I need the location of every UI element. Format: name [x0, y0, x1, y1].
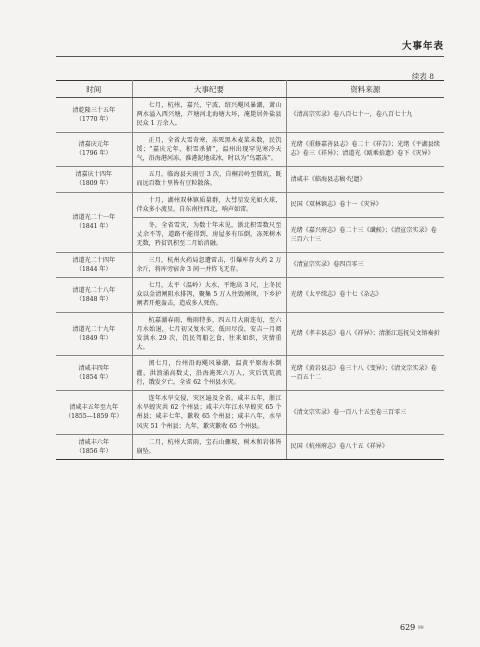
source-reference: 《清高宗实录》卷八百七十一，卷八百七十九 — [286, 98, 444, 133]
table-row — [56, 278, 444, 313]
reign-year: 清咸丰六年 — [78, 438, 109, 446]
reign-year: 清咸丰五年至九年 — [69, 404, 119, 412]
source-reference: 民国《双林镇志》卷十一《灾异》 — [286, 192, 444, 217]
source-reference: 光绪《重修嘉善县志》卷二十《祥告》；光绪《平湖县续志》卷三《祥异》；清道光《瓯乘拾遗》卷下《灾异》 — [286, 132, 444, 167]
col-header-time: 时间 — [56, 81, 132, 98]
source-reference: 光绪《太平续志》卷十七《杂志》 — [286, 278, 444, 313]
source-reference: 《清文宗实录》卷一百八十五至卷三百零三 — [286, 391, 444, 435]
event-summary: 连年水旱交侵，灾区遍及全省。咸丰五年，浙江水旱蝗灾共 62 个州县；咸丰六年江水旱蝗灾 65 个州县；咸丰七年，歉收 65 个州县；咸丰八年，水旱风灾 51 个州县；九年，歉灾歉收 65 个州县。 — [132, 391, 286, 435]
gregorian-year: （1796 年） — [75, 150, 112, 158]
table-row — [56, 391, 444, 435]
gregorian-year: （1844 年） — [75, 265, 112, 273]
gregorian-year: （1841 年） — [75, 223, 112, 231]
event-summary: 三月，杭州火药局忽遭雷击，引爆库存火药 2 万余斤，将库旁宿舍 3 间一并炸飞无存。 — [132, 252, 286, 277]
gregorian-year: （1856 年） — [75, 448, 112, 456]
source-reference: 《清宣宗实录》卷四百零三 — [286, 252, 444, 277]
table-label: 续表 8 — [411, 72, 434, 81]
time-cell — [56, 167, 132, 192]
time-cell — [56, 98, 132, 133]
table-row — [56, 167, 444, 192]
header-rule — [56, 56, 444, 57]
table-row — [56, 312, 444, 356]
event-summary: 十月，湖州双林镇质量群，大彗星发光如火球，伴众多小流星，自东南往西北，响声如雷。 — [132, 192, 286, 217]
table-row — [56, 132, 444, 167]
reign-year: 清道光二十一年 — [72, 213, 116, 221]
time-cell — [56, 252, 132, 277]
chronology-table-wrap — [56, 80, 444, 460]
time-cell — [56, 192, 132, 252]
table-row — [56, 252, 444, 277]
gregorian-year: （1770 年） — [75, 115, 112, 123]
gregorian-year: （1855—1859 年） — [65, 413, 123, 421]
source-reference: 光绪《黄岩县志》卷三十八《变异》；《清文宗实录》卷一百五十二 — [286, 356, 444, 391]
event-summary: 冬，全省雪灾，为数十年未见，浙北积雪数尺至丈余不等，道路不能得到，房屋多有压倒，冻死树木无数，矜贫饥积至二月始消融。 — [132, 218, 286, 253]
event-summary: 五月，临海县天雨豆 3 次，自桐岩岭至微坑，既而远百数十里皆有豆粒散落。 — [132, 167, 286, 192]
time-cell — [56, 278, 132, 313]
time-cell — [56, 132, 132, 167]
table-row — [56, 434, 444, 459]
page-header: 大事年表 — [401, 41, 444, 52]
time-cell — [56, 312, 132, 356]
event-summary: 杭嘉湖春雨，梅雨特多，四五月大雨连旬，至六月水始退，七月初又复水灾。低田尽没，安吉一月阅发洪水 29 次，饥民驾船乞食，往来如织，灾情重大。 — [132, 312, 286, 356]
source-reference: 民国《杭州府志》卷八十五《祥异》 — [286, 434, 444, 459]
table-row — [56, 98, 444, 133]
table-row — [56, 192, 444, 217]
time-cell — [56, 356, 132, 391]
gregorian-year: （1854 年） — [75, 374, 112, 382]
source-reference: 光绪《嘉兴府志》卷二十三《谶候》；《清宣宗实录》卷三百六十三 — [286, 218, 444, 253]
gregorian-year: （1849 年） — [75, 335, 112, 343]
event-summary: 闰七月，台州沿海飓风暴潮，温黄平原海水倒灌，洪浪涌高数丈，沿海淹死六万人，灾后饥荒流行，饿发夕亡。全省 62 个州县水灾。 — [132, 356, 286, 391]
source-reference: 清咸丰《临海县志稿·纪遗》 — [286, 167, 444, 192]
time-cell — [56, 391, 132, 435]
event-summary: 二月，杭州大雷雨，宝石山骤坡，树木和岩体皆崩坠。 — [132, 434, 286, 459]
page-number: 629 — [400, 623, 416, 632]
reign-year: 清嘉庆十四年 — [75, 171, 113, 179]
gregorian-year: （1848 年） — [75, 295, 112, 303]
reign-year: 清乾隆三十五年 — [72, 106, 116, 114]
chronology-table — [56, 80, 444, 460]
page-mark: 99 — [417, 626, 424, 631]
reign-year: 清道光二十九年 — [72, 325, 116, 333]
table-header-row — [56, 81, 444, 98]
col-header-events: 大事纪要 — [132, 81, 286, 98]
time-cell — [56, 434, 132, 459]
event-summary: 七月，杭州、嘉兴、宁波、绍兴飓风暴潮，萧山两水溢入西兴塘，芦塘河北海塘大坏，淹毙居外盐县民众 1 万余人。 — [132, 98, 286, 133]
reign-year: 清咸丰四年 — [78, 365, 109, 373]
page-folio — [400, 623, 424, 632]
reign-year: 清嘉庆元年 — [78, 141, 109, 149]
gregorian-year: （1809 年） — [75, 180, 112, 188]
event-summary: 七月，太平（温岭）大水，平地高 3 尺，上冬民众以金清闸阻水排泻，聚集 5 万人往毁闸坝，下乡护闸者开炮轰击，造成多人死伤。 — [132, 278, 286, 313]
reign-year: 清道光二十四年 — [72, 256, 116, 264]
reign-year: 清道光二十八年 — [72, 286, 116, 294]
event-summary: 正月，全省大雪奇寒，冻死黑木麦菜未数，民饥馁；“嘉庆元年，积雪杀猪”，温州出现罕见寒冷天气，沿海港河冻，淮港泥地成冰，时以为“鸟霜冻”。 — [132, 132, 286, 167]
source-reference: 光绪《孝丰县志》卷八《祥异》；清浙江巡抚吴文镕奏折 — [286, 312, 444, 356]
table-row — [56, 356, 444, 391]
col-header-source: 资料来源 — [286, 81, 444, 98]
